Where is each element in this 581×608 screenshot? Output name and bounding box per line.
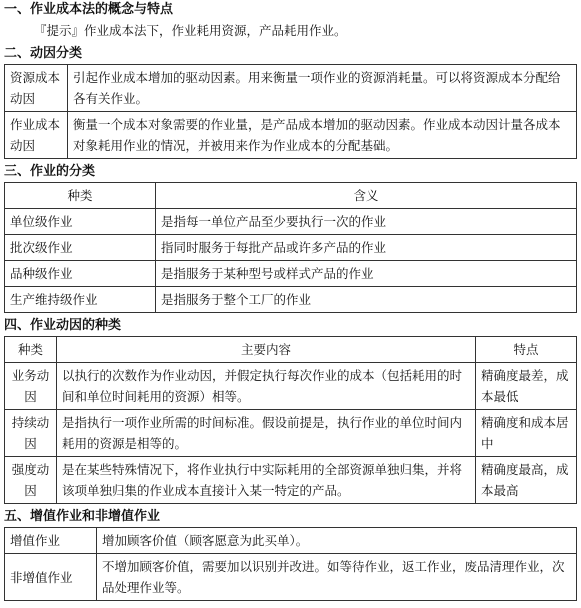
row-label: 持续动因	[5, 410, 57, 457]
row-desc: 是指每一单位产品至少要执行一次的作业	[156, 209, 577, 235]
row-desc: 是指服务于某种型号或样式产品的作业	[156, 261, 577, 287]
row-desc: 引起作业成本增加的驱动因素。用来衡量一项作业的资源消耗量。可以将资源成本分配给各有关作业。	[68, 65, 577, 112]
row-label: 业务动因	[5, 363, 57, 410]
section-2-title: 二、动因分类	[4, 46, 83, 61]
section-5-title: 五、增值作业和非增值作业	[4, 509, 161, 524]
table-row	[5, 209, 577, 235]
row-label: 品种级作业	[5, 261, 156, 287]
row-label: 强度动因	[5, 457, 57, 504]
tip-text: 『提示』作业成本法下，作业耗用资源，产品耗用作业。	[34, 23, 347, 38]
section-4	[4, 316, 577, 504]
row-label: 增值作业	[5, 528, 97, 554]
section-5	[4, 507, 577, 601]
table-row	[5, 287, 577, 313]
table-row	[5, 363, 577, 410]
section-4-title: 四、作业动因的种类	[4, 318, 122, 333]
table-row	[5, 261, 577, 287]
table-row	[5, 528, 577, 554]
column-header: 主要内容	[57, 337, 476, 363]
section-3	[4, 162, 577, 313]
row-label: 单位级作业	[5, 209, 156, 235]
activity-type-table	[4, 182, 577, 313]
section-2	[4, 44, 577, 159]
row-desc: 不增加顾客价值，需要加以识别并改进。如等待作业，返工作业，废品清理作业，次品处理作业等。	[97, 554, 577, 601]
row-label: 批次级作业	[5, 235, 156, 261]
row-desc: 增加顾客价值（顾客愿意为此买单）。	[97, 528, 577, 554]
table-row	[5, 457, 577, 504]
section-1-title: 一、作业成本法的概念与特点	[4, 2, 174, 17]
row-feature: 精确度最差，成本最低	[476, 363, 577, 410]
row-label: 资源成本动因	[5, 65, 68, 112]
column-header: 种类	[5, 337, 57, 363]
row-desc: 是指服务于整个工厂的作业	[156, 287, 577, 313]
driver-kind-table	[4, 336, 577, 504]
table-row	[5, 235, 577, 261]
table-row	[5, 65, 577, 112]
table-row	[5, 112, 577, 159]
row-desc: 是在某些特殊情况下，将作业执行中实际耗用的全部资源单独归集，并将该项单独归集的作业成本直接计入某一特定的产品。	[57, 457, 476, 504]
row-desc: 指同时服务于每批产品或许多产品的作业	[156, 235, 577, 261]
table-row	[5, 410, 577, 457]
row-desc: 以执行的次数作为作业动因，并假定执行每次作业的成本（包括耗用的时间和单位时间耗用的资源）相等。	[57, 363, 476, 410]
row-desc: 衡量一个成本对象需要的作业量，是产品成本增加的驱动因素。作业成本动因计量各成本对象耗用作业的情况，并被用来作为作业成本的分配基础。	[68, 112, 577, 159]
row-label: 生产维持级作业	[5, 287, 156, 313]
table-header-row	[5, 337, 577, 363]
value-added-table	[4, 527, 577, 601]
row-feature: 精确度和成本居中	[476, 410, 577, 457]
row-label: 作业成本动因	[5, 112, 68, 159]
section-3-title: 三、作业的分类	[4, 164, 96, 179]
row-label: 非增值作业	[5, 554, 97, 601]
row-desc: 是指执行一项作业所需的时间标准。假设前提是，执行作业的单位时间内耗用的资源是相等的。	[57, 410, 476, 457]
section-1	[4, 0, 577, 42]
column-header: 种类	[5, 183, 156, 209]
row-feature: 精确度最高，成本最高	[476, 457, 577, 504]
column-header: 特点	[476, 337, 577, 363]
driver-table	[4, 64, 577, 159]
column-header: 含义	[156, 183, 577, 209]
table-row	[5, 554, 577, 601]
table-header-row	[5, 183, 577, 209]
